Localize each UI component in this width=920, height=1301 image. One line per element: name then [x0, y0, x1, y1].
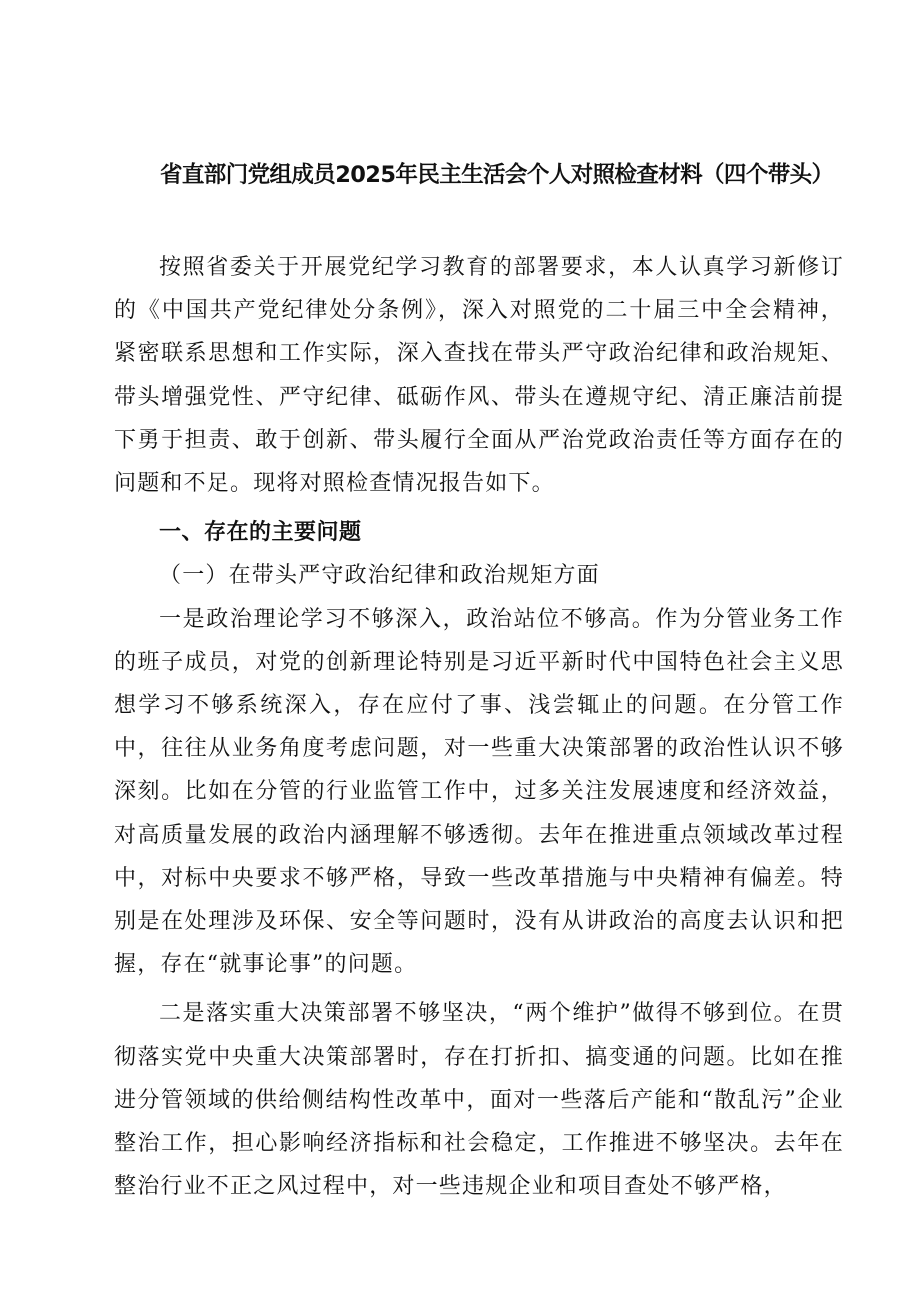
section-heading: 一、存在的主要问题 — [159, 520, 362, 546]
subsection-heading: （一）在带头严守政治纪律和政治规矩方面 — [159, 563, 600, 589]
paragraph-point-1: 一是政治理论学习不够深入，政治站位不够高。作为分管业务工作的班子成员，对党的创新理论特别是习近平新时代中国特色社会主义思想学习不够系统深入，存在应付了事、浅尝辄止的问题。在分管工作中，往往从业务角度考虑问题，对一些重大决策部署的政治性认识不够深刻。比如在分管的行业监管工作中，过多关注发展速度和经济效益，对高质量发展的政治内涵理解不够透彻。去年在推进重点领域改革过程中，对标中央要求不够严格，导致一些改革措施与中央精神有偏差。特别是在处理涉及环保、安全等问题时，没有从讲政治的高度去认识和把握，存在“就事论事”的问题。 — [114, 606, 844, 978]
document-body — [114, 246, 844, 1208]
intro-paragraph: 按照省委关于开展党纪学习教育的部署要求，本人认真学习新修订的《中国共产党纪律处分条例》，深入对照党的二十届三中全会精神，紧密联系思想和工作实际，深入查找在带头严守政治纪律和政治规矩、带头增强党性、严守纪律、砥砺作风、带头在遵规守纪、清正廉洁前提下勇于担责、敢于创新、带头履行全面从严治党政治责任等方面存在的问题和不足。现将对照检查情况报告如下。 — [114, 255, 844, 497]
paragraph-point-2: 二是落实重大决策部署不够坚决，“两个维护”做得不够到位。在贯彻落实党中央重大决策部署时，存在打折扣、搞变通的问题。比如在推进分管领域的供给侧结构性改革中，面对一些落后产能和“散乱污”企业整治工作，担心影响经济指标和社会稳定，工作推进不够坚决。去年在整治行业不正之风过程中，对一些违规企业和项目查处不够严格， — [114, 1001, 844, 1200]
document-title: 省直部门党组成员2025年民主生活会个人对照检查材料（四个带头） — [160, 162, 834, 188]
